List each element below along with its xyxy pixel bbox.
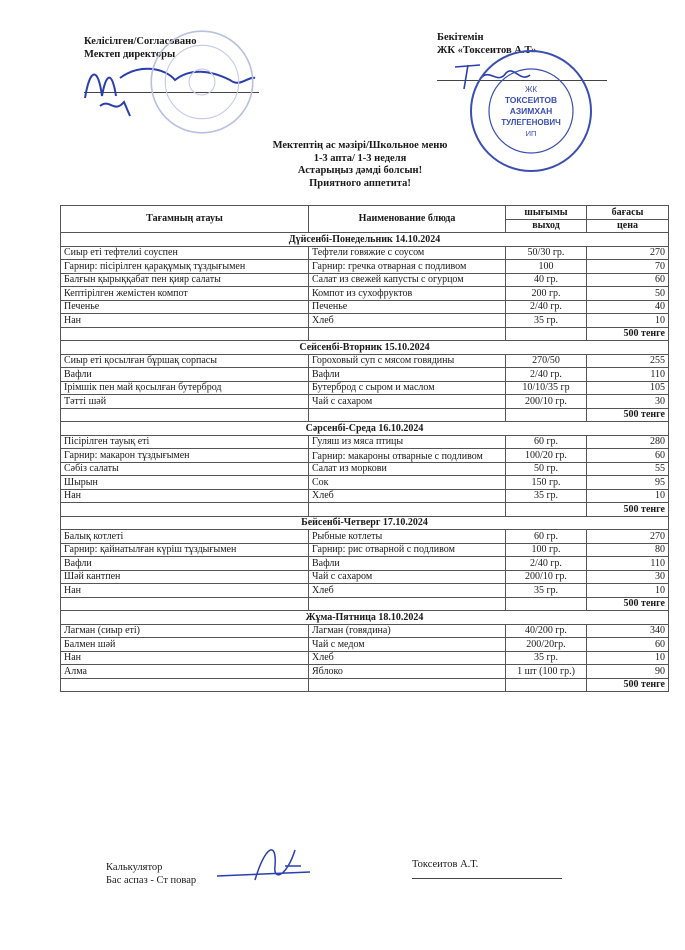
day-total: 500 тенге: [587, 408, 669, 422]
table-row: [61, 476, 669, 490]
dish-price: 10: [587, 584, 669, 598]
dish-name-kz: Лагман (сиыр еті): [61, 624, 309, 638]
dish-yield: 50 гр.: [506, 462, 587, 476]
table-row: [61, 381, 669, 395]
dish-price: 255: [587, 354, 669, 368]
footer-signature-line: [412, 878, 562, 879]
dish-yield: 200 гр.: [506, 287, 587, 301]
dish-name-ru: Гарнир: гречка отварная с подливом: [309, 260, 506, 274]
menu-title: [200, 140, 520, 190]
table-row: [61, 368, 669, 382]
dish-yield: 270/50: [506, 354, 587, 368]
day-header-row: [61, 516, 669, 530]
dish-price: 60: [587, 449, 669, 463]
dish-price: 10: [587, 489, 669, 503]
dish-price: 95: [587, 476, 669, 490]
stamp-line-1: ЖК: [524, 85, 538, 94]
dish-name-ru: Тефтели говяжие с соусом: [309, 246, 506, 260]
title-line-3: Астарыңыз дәмді болсын!: [297, 165, 423, 176]
dish-name-kz: Вафли: [61, 368, 309, 382]
day-total: 500 тенге: [587, 503, 669, 517]
dish-name-ru: Гороховый суп с мясом говядины: [309, 354, 506, 368]
dish-price: 110: [587, 557, 669, 571]
dish-name-kz: Балмен шәй: [61, 638, 309, 652]
dish-price: 50: [587, 287, 669, 301]
dish-yield: 35 гр.: [506, 584, 587, 598]
dish-name-kz: Балғын қырыққабат пен қияр салаты: [61, 273, 309, 287]
header-price-ru: цена: [587, 219, 669, 233]
empty-cell: [506, 597, 587, 611]
table-row: [61, 449, 669, 463]
dish-yield: 150 гр.: [506, 476, 587, 490]
dish-price: 90: [587, 665, 669, 679]
total-row: [61, 503, 669, 517]
empty-cell: [506, 408, 587, 422]
dish-name-ru: Хлеб: [309, 584, 506, 598]
day-header-row: [61, 233, 669, 247]
dish-price: 70: [587, 260, 669, 274]
dish-yield: 40 гр.: [506, 273, 587, 287]
dish-name-ru: Бутерброд с сыром и маслом: [309, 381, 506, 395]
stamp-line-5: ИП: [525, 129, 537, 138]
dish-yield: 100/20 гр.: [506, 449, 587, 463]
empty-cell: [61, 408, 309, 422]
dish-name-ru: Рыбные котлеты: [309, 530, 506, 544]
empty-cell: [506, 327, 587, 341]
table-row: [61, 570, 669, 584]
dish-name-kz: Гарнир: қайнатылған күріш тұздығымен: [61, 543, 309, 557]
dish-yield: 200/10 гр.: [506, 395, 587, 409]
dish-name-ru: Чай с сахаром: [309, 395, 506, 409]
day-header-row: [61, 422, 669, 436]
dish-name-ru: Компот из сухофруктов: [309, 287, 506, 301]
day-header-row: [61, 611, 669, 625]
table-row: [61, 246, 669, 260]
dish-name-kz: Нан: [61, 651, 309, 665]
entrepreneur-label: ЖК «Токсеитов А.Т»: [437, 45, 537, 56]
total-row: [61, 678, 669, 692]
dish-yield: 100: [506, 260, 587, 274]
table-row: [61, 584, 669, 598]
dish-yield: 40/200 гр.: [506, 624, 587, 638]
dish-name-ru: Чай с медом: [309, 638, 506, 652]
dish-name-ru: Хлеб: [309, 489, 506, 503]
dish-name-kz: Гарнир: макарон тұздығымен: [61, 449, 309, 463]
dish-yield: 2/40 гр.: [506, 557, 587, 571]
dish-price: 30: [587, 570, 669, 584]
stamp-line-3: АЗИМХАН: [509, 106, 553, 116]
empty-cell: [309, 678, 506, 692]
title-line-4: Приятного аппетита!: [309, 177, 411, 189]
dish-name-kz: Балық котлеті: [61, 530, 309, 544]
dish-price: 105: [587, 381, 669, 395]
total-row: [61, 327, 669, 341]
day-total: 500 тенге: [587, 327, 669, 341]
title-line-1: Мектептің ас мәзірі/Школьное меню: [272, 140, 448, 151]
footer-left: [106, 861, 196, 887]
stamp-line-4: ТУЛЕГЕНОВИЧ: [501, 118, 561, 127]
dish-name-kz: Печенье: [61, 300, 309, 314]
header-ru-dish: Наименование блюда: [309, 206, 506, 233]
dish-price: 30: [587, 395, 669, 409]
dish-name-kz: Пісірілген тауық еті: [61, 435, 309, 449]
table-row: [61, 543, 669, 557]
day-title: Бейсенбі-Четверг 17.10.2024: [61, 516, 669, 530]
dish-yield: 10/10/35 гр: [506, 381, 587, 395]
empty-cell: [309, 597, 506, 611]
table-row: [61, 462, 669, 476]
dish-name-ru: Печенье: [309, 300, 506, 314]
menu-table: [60, 205, 669, 692]
dish-price: 270: [587, 246, 669, 260]
dish-yield: 60 гр.: [506, 530, 587, 544]
dish-yield: 200/10 гр.: [506, 570, 587, 584]
dish-name-ru: Хлеб: [309, 651, 506, 665]
day-total: 500 тенге: [587, 678, 669, 692]
dish-price: 55: [587, 462, 669, 476]
table-row: [61, 638, 669, 652]
dish-name-kz: Вафли: [61, 557, 309, 571]
dish-name-kz: Шырын: [61, 476, 309, 490]
school-seal: [148, 28, 256, 136]
table-row: [61, 273, 669, 287]
table-row: [61, 557, 669, 571]
table-header-row: [61, 206, 669, 220]
header-price-kz: бағасы: [587, 206, 669, 220]
dish-price: 60: [587, 638, 669, 652]
dish-name-kz: Ірімшік пен май қосылған бутерброд: [61, 381, 309, 395]
dish-yield: 35 гр.: [506, 651, 587, 665]
table-row: [61, 260, 669, 274]
table-row: [61, 395, 669, 409]
dish-name-ru: Яблоко: [309, 665, 506, 679]
header-kz-dish: Тағамның атауы: [61, 206, 309, 233]
empty-cell: [61, 597, 309, 611]
header-yield-kz: шығымы: [506, 206, 587, 220]
dish-price: 10: [587, 314, 669, 328]
dish-name-kz: Тәтті шәй: [61, 395, 309, 409]
dish-name-kz: Нан: [61, 314, 309, 328]
dish-name-ru: Сок: [309, 476, 506, 490]
table-row: [61, 489, 669, 503]
empty-cell: [61, 503, 309, 517]
dish-name-kz: Нан: [61, 489, 309, 503]
day-title: Сәрсенбі-Среда 16.10.2024: [61, 422, 669, 436]
dish-yield: 50/30 гр.: [506, 246, 587, 260]
dish-price: 80: [587, 543, 669, 557]
director-label: Мектеп директоры: [84, 49, 176, 60]
dish-name-kz: Нан: [61, 584, 309, 598]
title-line-2: 1-3 апта/ 1-3 неделя: [313, 152, 407, 164]
dish-yield: 200/20гр.: [506, 638, 587, 652]
calculator-label: Калькулятор: [106, 862, 163, 873]
table-row: [61, 354, 669, 368]
table-row: [61, 300, 669, 314]
dish-price: 280: [587, 435, 669, 449]
dish-name-ru: Гуляш из мяса птицы: [309, 435, 506, 449]
dish-yield: 35 гр.: [506, 489, 587, 503]
header-yield-ru: выход: [506, 219, 587, 233]
dish-yield: 1 шт (100 гр.): [506, 665, 587, 679]
dish-yield: 35 гр.: [506, 314, 587, 328]
table-row: [61, 624, 669, 638]
dish-name-kz: Шәй кантпен: [61, 570, 309, 584]
empty-cell: [506, 503, 587, 517]
dish-name-kz: Гарнир: пісірілген қарақұмық тұздығымен: [61, 260, 309, 274]
dish-name-ru: Вафли: [309, 557, 506, 571]
dish-price: 10: [587, 651, 669, 665]
table-row: [61, 314, 669, 328]
chef-label: Бас аспаз - Ст повар: [106, 875, 197, 886]
dish-name-ru: Хлеб: [309, 314, 506, 328]
dish-name-ru: Лагман (говядина): [309, 624, 506, 638]
approved-label: Бекітемін: [437, 32, 484, 43]
table-row: [61, 530, 669, 544]
approval-label: Келісілген/Согласовано: [84, 36, 197, 47]
dish-price: 270: [587, 530, 669, 544]
day-title: Жұма-Пятница 18.10.2024: [61, 611, 669, 625]
dish-name-ru: Салат из свежей капусты с огурцом: [309, 273, 506, 287]
total-row: [61, 408, 669, 422]
dish-yield: 60 гр.: [506, 435, 587, 449]
dish-yield: 100 гр.: [506, 543, 587, 557]
day-title: Дүйсенбі-Понедельник 14.10.2024: [61, 233, 669, 247]
dish-name-kz: Сиыр еті тефтелиі соуспен: [61, 246, 309, 260]
dish-name-kz: Кептірілген жемістен компот: [61, 287, 309, 301]
empty-cell: [309, 408, 506, 422]
dish-price: 340: [587, 624, 669, 638]
day-title: Сейсенбі-Вторник 15.10.2024: [61, 341, 669, 355]
footer-right-name: Токсеитов А.Т.: [412, 859, 479, 870]
total-row: [61, 597, 669, 611]
stamp-line-2: ТОКСЕИТОВ: [504, 95, 558, 105]
dish-name-ru: Гарнир: макароны отварные с подливом: [309, 449, 506, 463]
dish-name-ru: Салат из моркови: [309, 462, 506, 476]
dish-name-kz: Сиыр еті қосылған бұршақ сорпасы: [61, 354, 309, 368]
dish-price: 60: [587, 273, 669, 287]
empty-cell: [309, 503, 506, 517]
dish-yield: 2/40 гр.: [506, 300, 587, 314]
table-row: [61, 287, 669, 301]
dish-name-ru: Гарнир: рис отварной с подливом: [309, 543, 506, 557]
day-header-row: [61, 341, 669, 355]
dish-name-ru: Вафли: [309, 368, 506, 382]
empty-cell: [61, 327, 309, 341]
dish-price: 110: [587, 368, 669, 382]
empty-cell: [309, 327, 506, 341]
dish-yield: 2/40 гр.: [506, 368, 587, 382]
dish-name-ru: Чай с сахаром: [309, 570, 506, 584]
table-row: [61, 435, 669, 449]
chef-signature: [215, 836, 315, 888]
dish-price: 40: [587, 300, 669, 314]
empty-cell: [506, 678, 587, 692]
dish-name-kz: Сәбіз салаты: [61, 462, 309, 476]
dish-name-kz: Алма: [61, 665, 309, 679]
table-row: [61, 651, 669, 665]
day-total: 500 тенге: [587, 597, 669, 611]
table-row: [61, 665, 669, 679]
empty-cell: [61, 678, 309, 692]
